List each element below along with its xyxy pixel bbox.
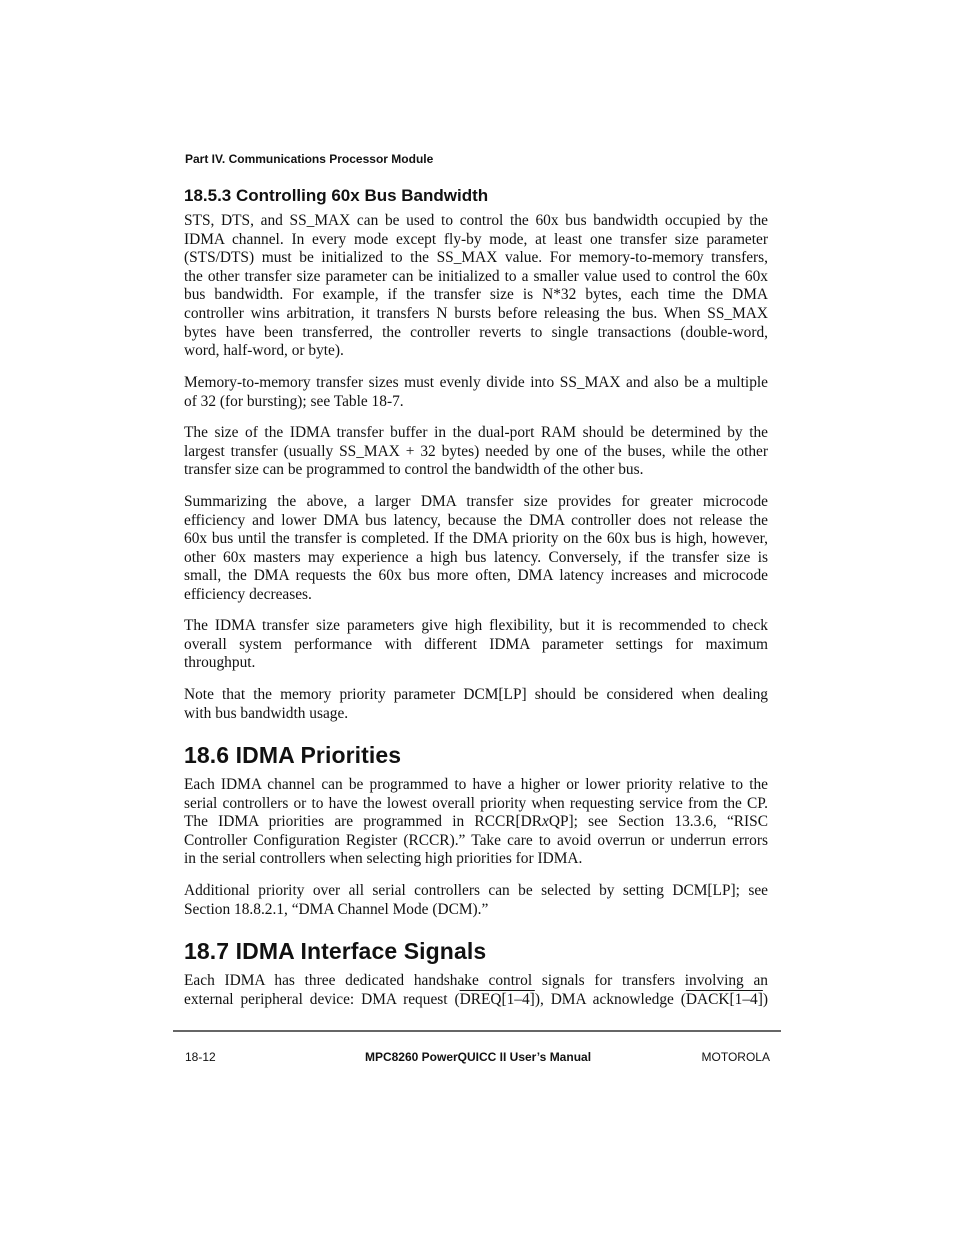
text-run: The IDMA priorities are programmed in RCCR[DR [184,813,542,831]
text-line: in the serial controllers when selecting high priorities for IDMA. [184,850,583,868]
text-line: STS, DTS, and SS_MAX can be used to control the 60x bus bandwidth occupied by the [184,212,768,229]
text-line: Each IDMA channel can be programmed to have a higher or lower priority relative to the [184,776,768,793]
text-line: Memory-to-memory transfer sizes must evenly divide into SS_MAX and also be a multiple [184,374,768,391]
text-line: Controller Configuration Register (RCCR).” Take care to avoid overrun or underrun errors [184,831,768,849]
text-line: bus bandwidth. For example, if the transfer size is N*32 bytes, each time the DMA [184,286,768,304]
text-line: efficiency decreases. [184,585,312,603]
page-number: 18-12 [185,1050,216,1064]
text-line: bytes have been transferred, the controller reverts to single transactions (double-word, [184,323,768,341]
text-line: serial controllers or to have the lowest overall priority when requesting service from the CP. [184,794,768,812]
paragraph-memory-priority [184,686,768,723]
footer-rule [173,1030,781,1032]
section-heading-18-5-3: 18.5.3 Controlling 60x Bus Bandwidth [184,186,489,205]
text-line: Summarizing the above, a larger DMA transfer size provides for greater microcode [184,493,768,510]
text-line: Note that the memory priority parameter DCM[LP] should be considered when dealing [184,686,768,703]
text-line: Each IDMA has three dedicated handshake control signals for transfers involving an [184,972,768,989]
text-line [184,813,768,832]
text-line: The size of the IDMA transfer buffer in the dual-port RAM should be determined by the [184,424,768,441]
text-run-italic: x [542,813,549,831]
text-line: controller wins arbitration, it transfers N bursts before releasing the bus. When SS_MAX [184,304,768,322]
text-line: Section 18.8.2.1, “DMA Channel Mode (DCM).” [184,900,489,918]
section-heading-18-7: 18.7 IDMA Interface Signals [184,938,487,964]
text-line: The IDMA transfer size parameters give high flexibility, but it is recommended to check [184,617,768,634]
publisher: MOTOROLA [701,1050,770,1064]
section-heading-18-6: 18.6 IDMA Priorities [184,742,402,768]
signal-dack: DACK[1–4] [685,990,763,1008]
text-line: of 32 (for bursting); see Table 18-7. [184,392,404,410]
paragraph-idma-priorities [184,776,768,869]
text-run: external peripheral device: DMA request ( [184,990,460,1008]
paragraph-bandwidth-control [184,212,768,361]
text-line: overall system performance with different IDMA parameter settings for maximum [184,635,768,653]
paragraph-additional-priority [184,882,768,919]
text-line: (STS/DTS) must be initialized to the SS_MAX value. For memory-to-memory transfers, [184,249,768,267]
text-line: largest transfer (usually SS_MAX + 32 bytes) needed by one of the buses, while the other [184,442,768,460]
text-line: transfer size can be programmed to control the bandwidth of the other bus. [184,461,644,479]
running-head: Part IV. Communications Processor Module [185,152,434,166]
text-line: small, the DMA requests the 60x bus more often, DMA latency increases and microcode [184,567,768,585]
text-line: 60x bus until the transfer is completed. If the DMA priority on the 60x bus is high, however, [184,530,768,548]
paragraph-summary [184,493,768,605]
text-line: IDMA channel. In every mode except fly-by mode, at least one transfer size parameter [184,230,768,248]
paragraph-interface-signals [184,972,768,1009]
text-line: the other transfer size parameter can be initialized to a smaller value used to control the 60x [184,267,768,285]
text-line: throughput. [184,654,256,672]
text-run: QP]; see Section 13.3.6, “RISC [548,813,769,831]
manual-title: MPC8260 PowerQUICC II User’s Manual [364,1050,592,1064]
text-line: word, half-word, or byte). [184,342,344,360]
text-line: other 60x masters may experience a high bus latency. Conversely, if the transfer size is [184,548,768,566]
text-line [184,991,768,1010]
text-line: with bus bandwidth usage. [184,704,349,722]
paragraph-transfer-buffer [184,424,768,480]
text-line: efficiency and lower DMA bus latency, because the DMA controller does not release the [184,511,768,529]
paragraph-flexibility [184,617,768,673]
paragraph-transfer-sizes [184,374,768,411]
text-run: ), DMA acknowledge ( [534,990,686,1008]
text-line: Additional priority over all serial controllers can be selected by setting DCM[LP]; see [184,882,768,899]
signal-dreq: DREQ[1–4] [459,990,535,1008]
text-run: ) [762,990,768,1008]
